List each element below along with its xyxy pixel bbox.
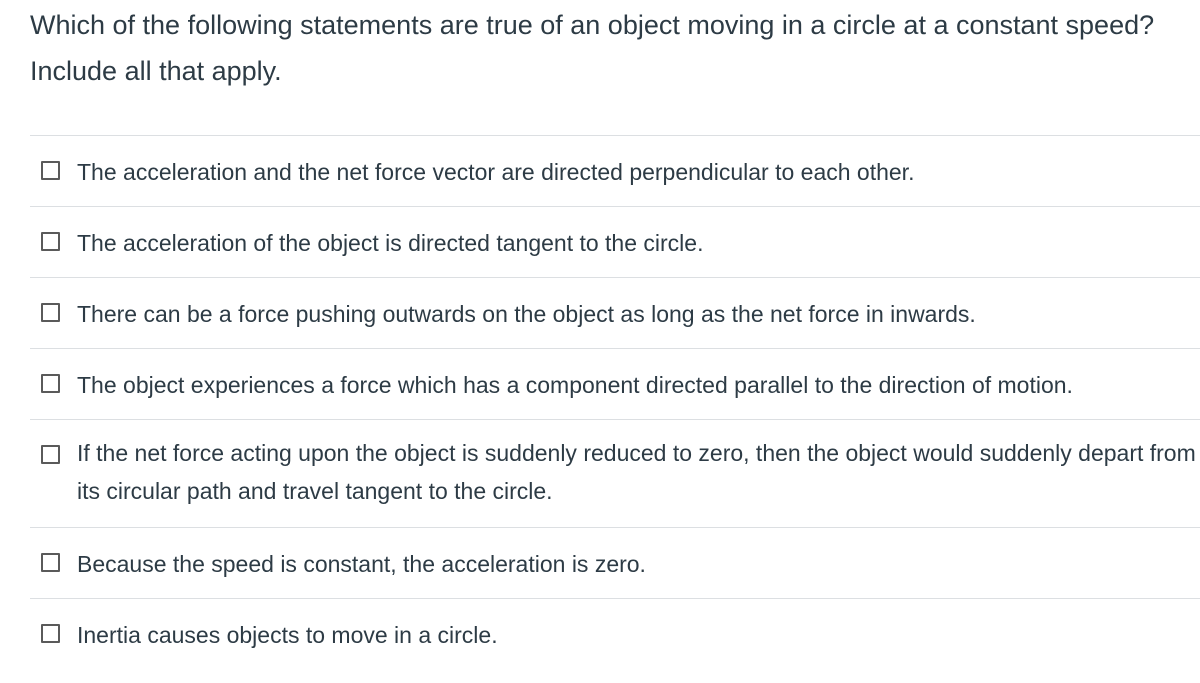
question-text: Which of the following statements are true of an object moving in a circle at a constant speed? Include all that apply. (30, 10, 1155, 86)
checkbox[interactable] (41, 445, 60, 464)
answer-option[interactable] (30, 599, 1200, 670)
answer-label[interactable]: The acceleration of the object is directed tangent to the circle. (77, 230, 704, 256)
answer-label[interactable]: Inertia causes objects to move in a circle. (77, 622, 498, 648)
answer-option[interactable] (30, 528, 1200, 599)
answer-label[interactable]: There can be a force pushing outwards on the object as long as the net force in inwards. (77, 301, 976, 327)
checkbox[interactable] (41, 374, 60, 393)
answer-option[interactable] (30, 349, 1200, 420)
answer-label[interactable]: Because the speed is constant, the acceleration is zero. (77, 551, 646, 577)
answer-option[interactable] (30, 207, 1200, 278)
checkbox[interactable] (41, 232, 60, 251)
answer-label[interactable]: The acceleration and the net force vector are directed perpendicular to each other. (77, 159, 915, 185)
checkbox[interactable] (41, 303, 60, 322)
checkbox[interactable] (41, 161, 60, 180)
answer-option[interactable] (30, 136, 1200, 207)
answer-option[interactable] (30, 420, 1200, 528)
answer-label[interactable]: The object experiences a force which has a component directed parallel to the direction of motion. (77, 372, 1073, 398)
checkbox[interactable] (41, 553, 60, 572)
checkbox[interactable] (41, 624, 60, 643)
answer-label[interactable]: If the net force acting upon the object is suddenly reduced to zero, then the object would suddenly depart from its circular path and travel tangent to the circle. (77, 440, 1196, 504)
answer-list (30, 135, 1200, 670)
answer-option[interactable] (30, 278, 1200, 349)
